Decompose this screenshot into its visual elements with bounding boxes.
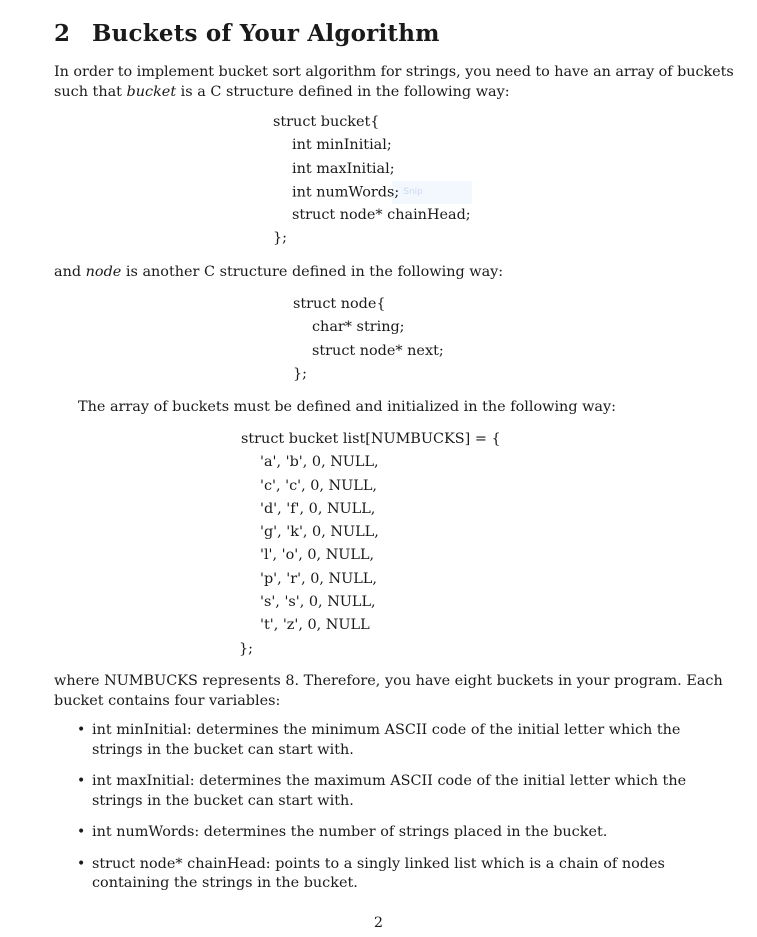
array-row: 't', 'z', 0, NULL: [260, 617, 370, 634]
array-row: 'g', 'k', 0, NULL,: [260, 524, 379, 541]
node-term: node: [85, 264, 122, 280]
bucket-struct-close: };: [273, 230, 288, 247]
bullet-icon: •: [77, 722, 86, 738]
bullet-icon: •: [77, 773, 86, 789]
list-item-text: int numWords: determines the number of strings placed in the bucket.: [92, 824, 608, 840]
bucket-term: bucket: [126, 83, 177, 100]
intro-line-2: such that bucket is a C structure defined in the following way:: [54, 83, 510, 100]
variable-list: [78, 721, 688, 906]
node-struct-close: };: [293, 365, 308, 382]
section-heading: [54, 20, 440, 47]
snip-label[interactable]: Snip: [403, 186, 423, 197]
list-item: [78, 721, 688, 760]
node-field-string: char* string;: [312, 319, 405, 336]
summary-line-1: where NUMBUCKS represents 8. Therefore, you have eight buckets in your program. Each: [54, 673, 723, 689]
intro-line-1: In order to implement bucket sort algorithm for strings, you need to have an array of buckets: [54, 64, 734, 80]
array-row: 'a', 'b', 0, NULL,: [260, 454, 379, 471]
array-row: 'd', 'f', 0, NULL,: [260, 500, 376, 517]
section-title: Buckets of Your Algorithm: [92, 20, 440, 47]
array-intro: The array of buckets must be defined and initialized in the following way:: [78, 399, 616, 415]
array-row: 'p', 'r', 0, NULL,: [260, 570, 377, 587]
list-item: [78, 772, 688, 811]
array-def-code: [241, 428, 501, 661]
node-intro: and node is another C structure defined in the following way:: [54, 264, 504, 280]
summary-paragraph: [54, 672, 723, 711]
bucket-field-chainhead: struct node* chainHead;: [292, 207, 471, 224]
array-def-close: };: [239, 640, 254, 657]
intro-paragraph: [54, 63, 734, 102]
list-item-text: struct node* chainHead: points to a singly linked list which is a chain of nodes containing the strings in the bucket.: [92, 855, 665, 891]
array-def-open: struct bucket list[NUMBUCKS] = {: [241, 431, 501, 447]
array-row: 'c', 'c', 0, NULL,: [260, 477, 377, 494]
list-item-text: int maxInitial: determines the maximum ASCII code of the initial letter which the strings in the bucket can start with.: [92, 773, 687, 809]
array-row: 's', 's', 0, NULL,: [260, 594, 376, 611]
bullet-icon: •: [77, 855, 86, 872]
bucket-struct-open: struct bucket{: [273, 114, 380, 130]
bucket-field-max: int maxInitial;: [292, 160, 395, 177]
summary-line-2: bucket contains four variables:: [54, 692, 281, 709]
list-item: [78, 855, 688, 894]
list-item-text: int minInitial: determines the minimum ASCII code of the initial letter which the strings in the bucket can start with.: [92, 722, 681, 758]
section-number: 2: [54, 20, 71, 47]
node-field-next: struct node* next;: [312, 342, 444, 359]
list-item: [78, 823, 688, 843]
node-struct-code: [293, 293, 444, 386]
bucket-struct-code: [273, 111, 471, 251]
bullet-icon: •: [77, 824, 86, 840]
node-struct-open: struct node{: [293, 296, 386, 312]
bucket-field-numwords: int numWords; Snip: [273, 181, 471, 204]
bucket-field-min: int minInitial;: [292, 137, 392, 154]
page-number: 2: [373, 915, 384, 931]
array-row: 'l', 'o', 0, NULL,: [260, 547, 375, 564]
